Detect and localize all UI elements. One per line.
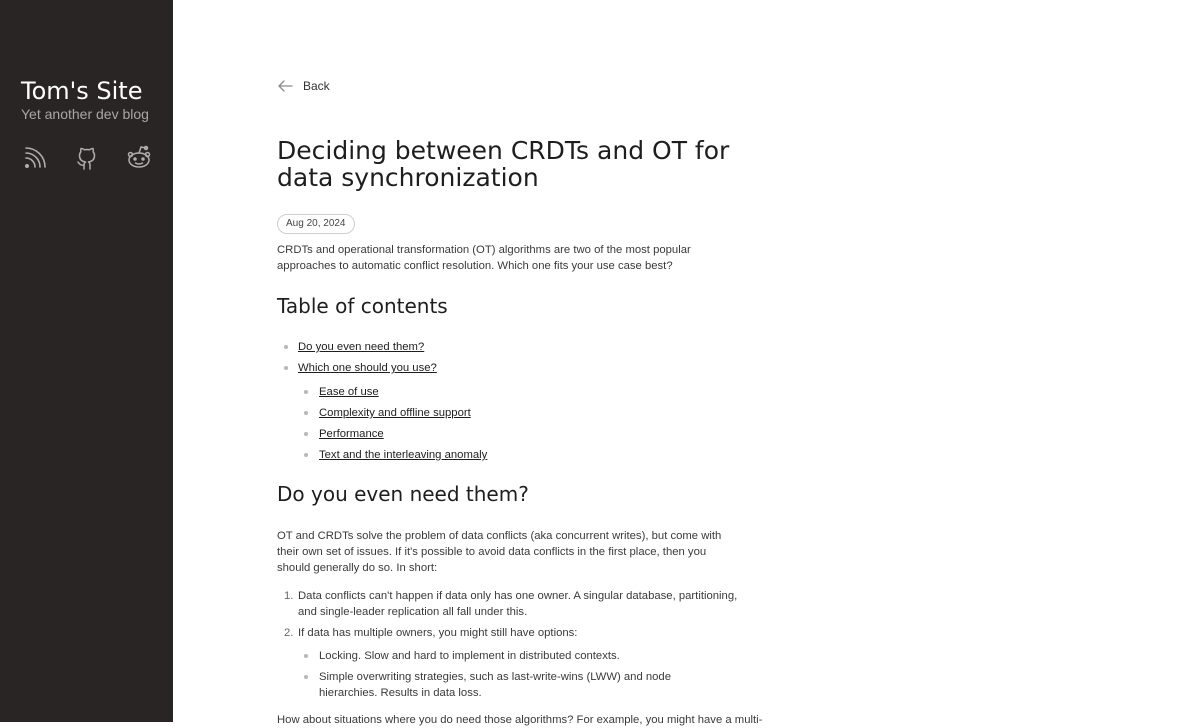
sidebar	[0, 0, 173, 722]
reddit-icon[interactable]	[125, 144, 153, 172]
site-subtitle: Yet another dev blog	[21, 106, 149, 122]
bullet	[284, 366, 288, 370]
arrow-left-icon	[277, 79, 293, 93]
sublist-item: Locking. Slow and hard to implement in distributed contexts.	[319, 650, 620, 662]
section-heading: Do you even need them?	[277, 482, 529, 506]
bullet	[304, 390, 308, 394]
list-number: 2.	[284, 627, 294, 639]
toc-subitem[interactable]: Ease of use	[319, 386, 379, 398]
section-paragraph: How about situations where you do need those algorithms? For example, you might have a multi-	[277, 714, 763, 726]
bullet	[304, 654, 308, 658]
toc-subitem[interactable]: Performance	[319, 428, 384, 440]
github-icon[interactable]	[73, 144, 101, 172]
section-paragraph: OT and CRDTs solve the problem of data conflicts (aka concurrent writes), but come with their own set of issues. If it's possible to avoid data conflicts in the first place, then you should generally do so. In short:	[277, 530, 722, 574]
post-intro: CRDTs and operational transformation (OT) algorithms are two of the most popular approaches to automatic conflict resolution. Which one fits your use case best?	[277, 244, 691, 272]
post-title: Deciding between CRDTs and OT for data synchronization	[277, 136, 730, 192]
toc-item[interactable]: Which one should you use?	[298, 362, 437, 374]
back-label: Back	[303, 79, 330, 93]
bullet	[304, 432, 308, 436]
bullet	[304, 453, 308, 457]
bullet	[304, 411, 308, 415]
list-item: Data conflicts can't happen if data only has one owner. A singular database, partitioning, and single-leader replication all fall under this.	[298, 590, 738, 618]
site-title[interactable]: Tom's Site	[21, 77, 143, 105]
toc-subitem[interactable]: Text and the interleaving anomaly	[319, 449, 488, 461]
toc-heading: Table of contents	[277, 294, 448, 318]
bullet	[304, 675, 308, 679]
list-item: If data has multiple owners, you might still have options:	[298, 627, 578, 639]
toc-item[interactable]: Do you even need them?	[298, 341, 425, 353]
toc-subitem[interactable]: Complexity and offline support	[319, 407, 471, 419]
rss-icon[interactable]	[21, 144, 49, 172]
date-badge: Aug 20, 2024	[277, 214, 355, 234]
bullet	[284, 345, 288, 349]
list-number: 1.	[284, 590, 294, 602]
sublist-item: Simple overwriting strategies, such as last-write-wins (LWW) and node hierarchies. Results in data loss.	[319, 671, 671, 699]
back-link[interactable]	[277, 79, 330, 93]
